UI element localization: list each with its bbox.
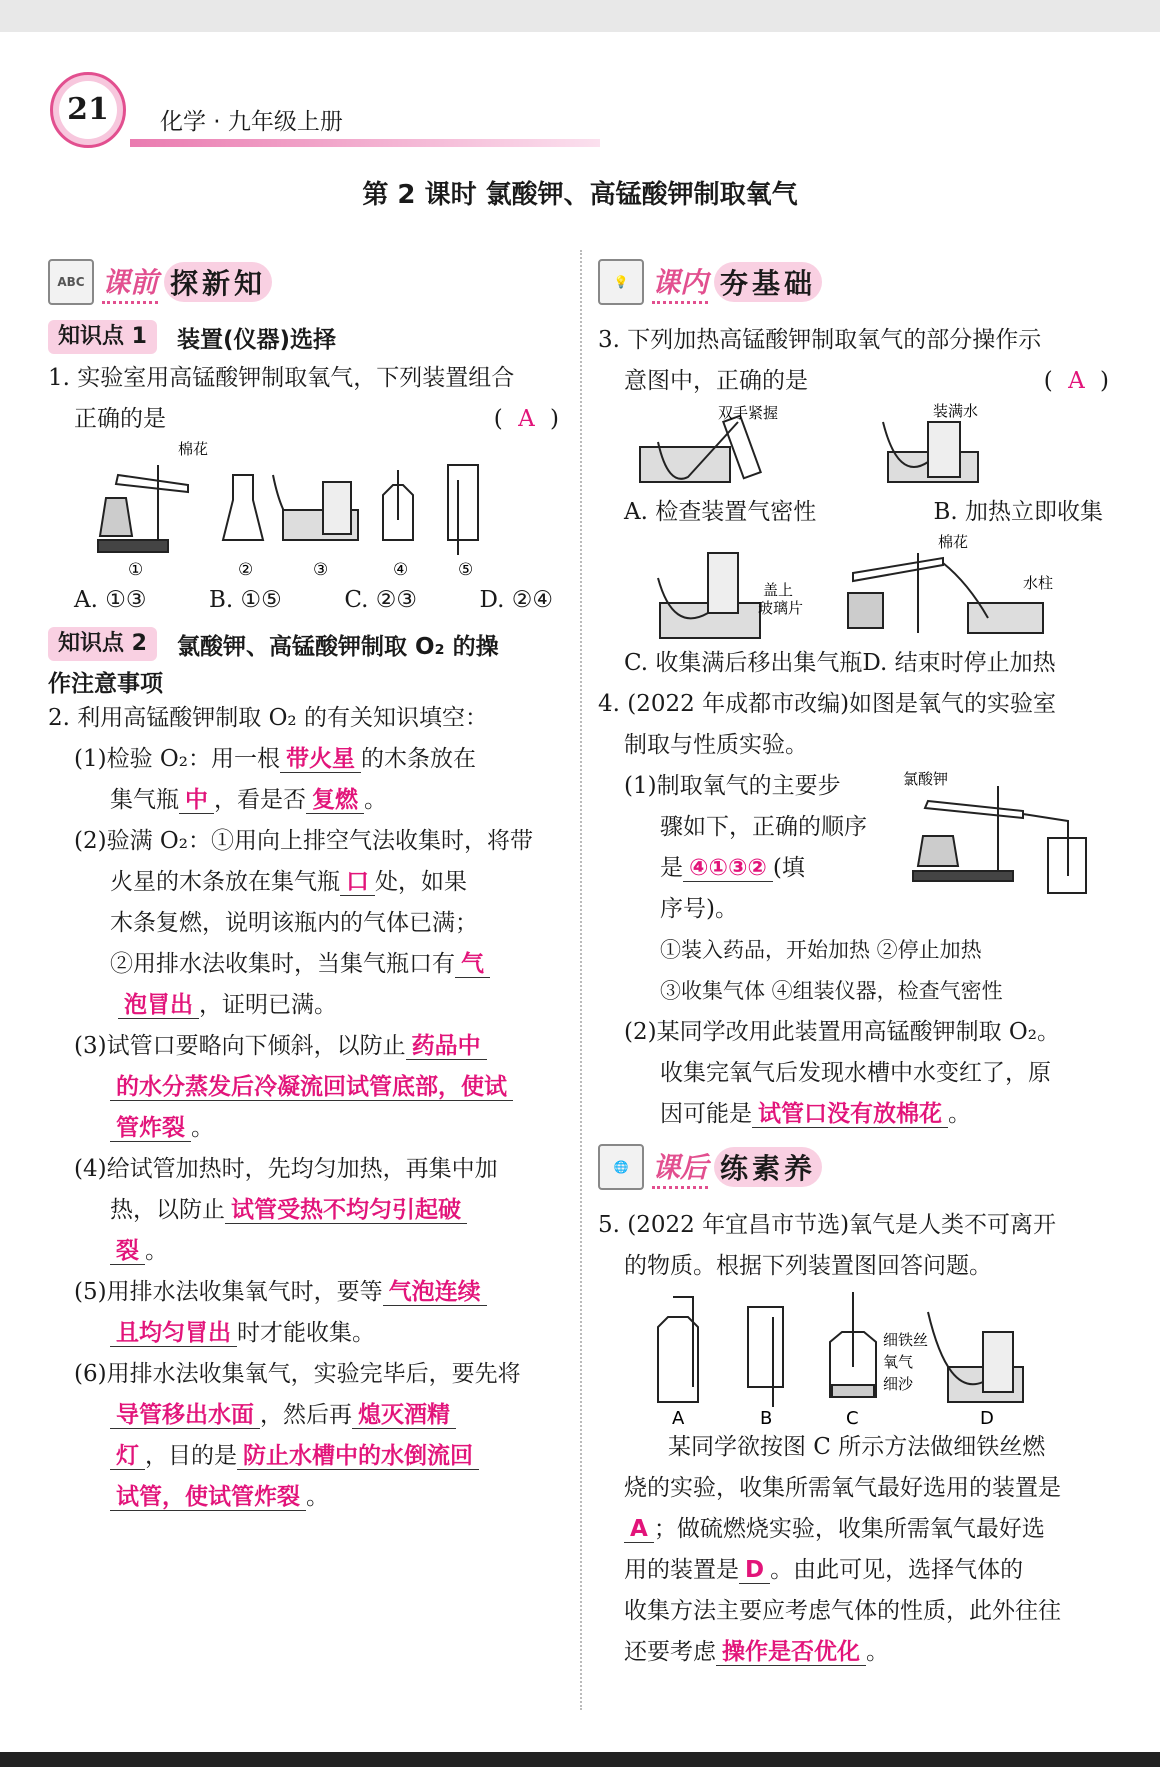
text: 。 (191, 1115, 214, 1141)
q4-line1: 4. (2022 年成都市改编)如图是氧气的实验室 (598, 691, 1057, 717)
fig-label: 细沙 (883, 1375, 914, 1393)
knowledge-point-2 (48, 627, 563, 661)
kp-tag: 知识点 1 (48, 320, 157, 354)
answer-blank: A (624, 1516, 654, 1543)
q3-line2 (598, 361, 1113, 402)
subject-title: 化学 · 九年级上册 (160, 109, 343, 135)
fig-label: D (980, 1408, 994, 1427)
q5-text (598, 1509, 1113, 1550)
text: (5)用排水法收集氧气时，要等 (74, 1279, 383, 1305)
q2-line: (6)用排水法收集氧气，实验完毕后，要先将 (74, 1361, 521, 1387)
q5-text: 烧的实验，收集所需氧气最好选用的装置是 (624, 1475, 1061, 1501)
answer-blank: 带火星 (280, 746, 361, 773)
q1-answer-paren: ( A ) (493, 406, 563, 432)
text: ，看是否 (214, 787, 306, 813)
q5-text (598, 1550, 1113, 1591)
fig-label: C (846, 1408, 859, 1427)
q4-apparatus-figure (903, 766, 1103, 896)
text: 处，如果 (375, 869, 467, 895)
text: 火星的木条放在集气瓶 (110, 869, 340, 895)
section-name: 练素养 (714, 1147, 822, 1187)
fig-label: A (672, 1408, 685, 1427)
question-3 (598, 320, 1113, 684)
fig-label-5: ⑤ (458, 560, 474, 580)
q2-line (48, 1477, 563, 1518)
q2-line (48, 780, 563, 821)
q4-text (598, 1094, 1113, 1135)
knowledge-point-1 (48, 320, 563, 354)
text: 还要考虑 (624, 1639, 716, 1665)
q2-stem: 2. 利用高锰酸钾制取 O₂ 的有关知识填空： (48, 705, 488, 731)
text: ，然后再 (260, 1402, 352, 1428)
text: ②用排水法收集时，当集气瓶口有 (110, 951, 455, 977)
page-number-badge (50, 72, 126, 148)
q2-line (48, 1313, 563, 1354)
q1-text: 正确的是 (74, 406, 166, 432)
globe-icon: 🌐 (598, 1144, 644, 1190)
answer-blank: 试管，使试管炸裂 (110, 1484, 306, 1511)
q2-line (48, 985, 563, 1026)
q5-text: 某同学欲按图 C 所示方法做细铁丝燃 (668, 1434, 1046, 1460)
q4-steps: ③收集气体 ④组装仪器，检查气密性 (660, 979, 1003, 1003)
q1-option-d: D. ②④ (479, 587, 553, 613)
question-5 (598, 1205, 1113, 1673)
lamp-icon: 💡 (598, 259, 644, 305)
fig-label: B (760, 1408, 773, 1427)
answer-blank: ④①③② (683, 855, 773, 882)
answer-blank: 药品中 (406, 1033, 487, 1060)
q5-apparatus-figure (598, 1287, 1113, 1427)
kp-title: 氯酸钾、高锰酸钾制取 O₂ 的操 (176, 633, 499, 660)
fig-label: 氯酸钾 (903, 770, 949, 788)
q4-text: 收集完氧气后发现水槽中水变红了，原 (660, 1060, 1051, 1086)
answer-blank: 口 (340, 869, 375, 896)
answer-blank: D (739, 1557, 770, 1584)
q3-answer: A (1068, 368, 1089, 394)
text: 时才能收集。 (237, 1320, 375, 1346)
q5-text: 收集方法主要应考虑气体的性质，此外往往 (624, 1598, 1061, 1624)
fig-label: 细铁丝 (883, 1331, 929, 1349)
section-tag: 课后 (652, 1146, 708, 1189)
q1-line1: 1. 实验室用高锰酸钾制取氧气，下列装置组合 (48, 365, 515, 391)
answer-blank: 防止水槽中的水倒流回 (237, 1443, 479, 1470)
fig-label-3: ③ (313, 560, 329, 580)
answer-blank: 且均匀冒出 (110, 1320, 237, 1347)
q3-option-a: A. 检查装置气密性 (624, 499, 817, 525)
fig-label: 盖上 (763, 581, 794, 599)
fig-label: 玻璃片 (758, 599, 804, 617)
section-tag: 课前 (102, 261, 158, 304)
page-number: 21 (59, 81, 117, 139)
q2-line: 木条复燃，说明该瓶内的气体已满； (110, 910, 478, 936)
q2-line (48, 739, 563, 780)
text: 集气瓶 (110, 787, 179, 813)
fig-label: 水柱 (1023, 574, 1054, 592)
section-header-in (598, 250, 1113, 314)
fig-label-1: ① (128, 560, 144, 580)
q3-answer-paren: ( A ) (1043, 368, 1113, 394)
fig-label: 装满水 (933, 402, 979, 420)
text: 因可能是 (660, 1101, 752, 1127)
text: 的木条放在 (360, 746, 476, 772)
q4-text: 序号)。 (660, 896, 738, 922)
text: 。 (145, 1238, 168, 1264)
header-bar (130, 139, 600, 147)
q4-part1 (598, 766, 1113, 930)
q1-option-c: C. ②③ (344, 587, 417, 613)
answer-blank: 灯 (110, 1443, 145, 1470)
q3-option-b: B. 加热立即收集 (933, 499, 1103, 525)
text: 是 (660, 855, 683, 881)
q1-option-b: B. ①⑤ (209, 587, 282, 613)
answer-blank: 操作是否优化 (716, 1639, 866, 1666)
q4-text: (1)制取氧气的主要步 (624, 773, 841, 799)
answer-blank: 管炸裂 (110, 1115, 191, 1142)
question-1 (48, 358, 563, 621)
answer-blank: 的水分蒸发后冷凝流回试管底部，使试 (110, 1074, 513, 1101)
answer-blank: 泡冒出 (118, 992, 199, 1019)
lesson-title: 第 2 课时 氯酸钾、高锰酸钾制取氧气 (362, 180, 798, 210)
fig-label-2: ② (238, 560, 254, 580)
text: 。 (364, 787, 387, 813)
text: (填 (772, 855, 805, 881)
answer-blank: 复燃 (306, 787, 364, 814)
answer-blank: 导管移出水面 (110, 1402, 260, 1429)
text: 。 (948, 1101, 971, 1127)
q3-options-ab (598, 492, 1113, 533)
q5-line2: 的物质。根据下列装置图回答问题。 (624, 1253, 992, 1279)
q4-text: (2)某同学改用此装置用高锰酸钾制取 O₂。 (624, 1019, 1060, 1045)
column-divider (580, 250, 582, 1710)
q2-line (48, 862, 563, 903)
right-column (598, 250, 1113, 1673)
q2-line (48, 1395, 563, 1436)
section-header-pre (48, 250, 563, 314)
q1-line2 (48, 399, 563, 440)
text: ，目的是 (145, 1443, 237, 1469)
fig-label-4: ④ (393, 560, 409, 580)
text: ，证明已满。 (199, 992, 337, 1018)
answer-blank: 中 (179, 787, 214, 814)
q2-line (48, 944, 563, 985)
q1-answer: A (518, 406, 539, 432)
kp-title-cont: 作注意事项 (48, 671, 163, 697)
q2-line (48, 1067, 563, 1108)
q3-options-cd: C. 收集满后移出集气瓶D. 结束时停止加热 (624, 650, 1056, 676)
q2-line (48, 1436, 563, 1477)
q4-steps: ①装入药品，开始加热 ②停止加热 (660, 938, 982, 962)
q3-line1: 3. 下列加热高锰酸钾制取氧气的部分操作示 (598, 327, 1042, 353)
q2-line (48, 1272, 563, 1313)
q3-figure-ab (598, 402, 1113, 492)
fig-label: 棉花 (938, 533, 969, 551)
q3-figure-cd (598, 533, 1113, 643)
q1-options (48, 580, 563, 621)
bottom-band (0, 1752, 1160, 1767)
question-4 (598, 684, 1113, 1135)
section-tag: 课内 (652, 261, 708, 304)
q1-apparatus-figure (48, 440, 563, 580)
text: 。 (866, 1639, 889, 1665)
q2-line: (4)给试管加热时，先均匀加热，再集中加 (74, 1156, 498, 1182)
q2-line (48, 1108, 563, 1149)
book-icon: ABC (48, 259, 94, 305)
q2-line: (2)验满 O₂：①用向上排空气法收集时，将带 (74, 828, 533, 854)
text: (1)检验 O₂：用一根 (74, 746, 280, 772)
text: 热，以防止 (110, 1197, 225, 1223)
fig-label: 双手紧握 (718, 404, 779, 422)
text: 。 (306, 1484, 329, 1510)
q4-text: 骤如下，正确的顺序 (660, 814, 867, 840)
q2-line (48, 1026, 563, 1067)
answer-blank: 熄灭酒精 (352, 1402, 456, 1429)
answer-blank: 裂 (110, 1238, 145, 1265)
q3-text: 意图中，正确的是 (624, 368, 808, 394)
q1-option-a: A. ①③ (74, 587, 147, 613)
kp-title: 装置(仪器)选择 (176, 326, 336, 353)
answer-blank: 试管受热不均匀引起破 (225, 1197, 467, 1224)
section-name: 探新知 (164, 262, 272, 302)
q4-line2: 制取与性质实验。 (624, 732, 808, 758)
text: 。由此可见，选择气体的 (770, 1557, 1024, 1583)
question-2 (48, 698, 563, 1518)
answer-blank: 气泡连续 (383, 1279, 487, 1306)
text: ；做硫燃烧实验，收集所需氧气最好选 (653, 1516, 1045, 1542)
q5-text (598, 1632, 1113, 1673)
q2-line (48, 1231, 563, 1272)
fig-label-cotton: 棉花 (178, 440, 209, 458)
answer-blank: 气 (455, 951, 490, 978)
top-band (0, 0, 1160, 32)
text: 用的装置是 (624, 1557, 739, 1583)
left-column (48, 250, 563, 1518)
section-header-post (598, 1135, 1113, 1199)
answer-blank: 试管口没有放棉花 (752, 1101, 948, 1128)
fig-label: 氧气 (883, 1353, 914, 1371)
text: (3)试管口要略向下倾斜，以防止 (74, 1033, 406, 1059)
q2-line (48, 1190, 563, 1231)
section-name: 夯基础 (714, 262, 822, 302)
kp-tag: 知识点 2 (48, 627, 157, 661)
q5-line1: 5. (2022 年宜昌市节选)氧气是人类不可离开 (598, 1212, 1057, 1238)
